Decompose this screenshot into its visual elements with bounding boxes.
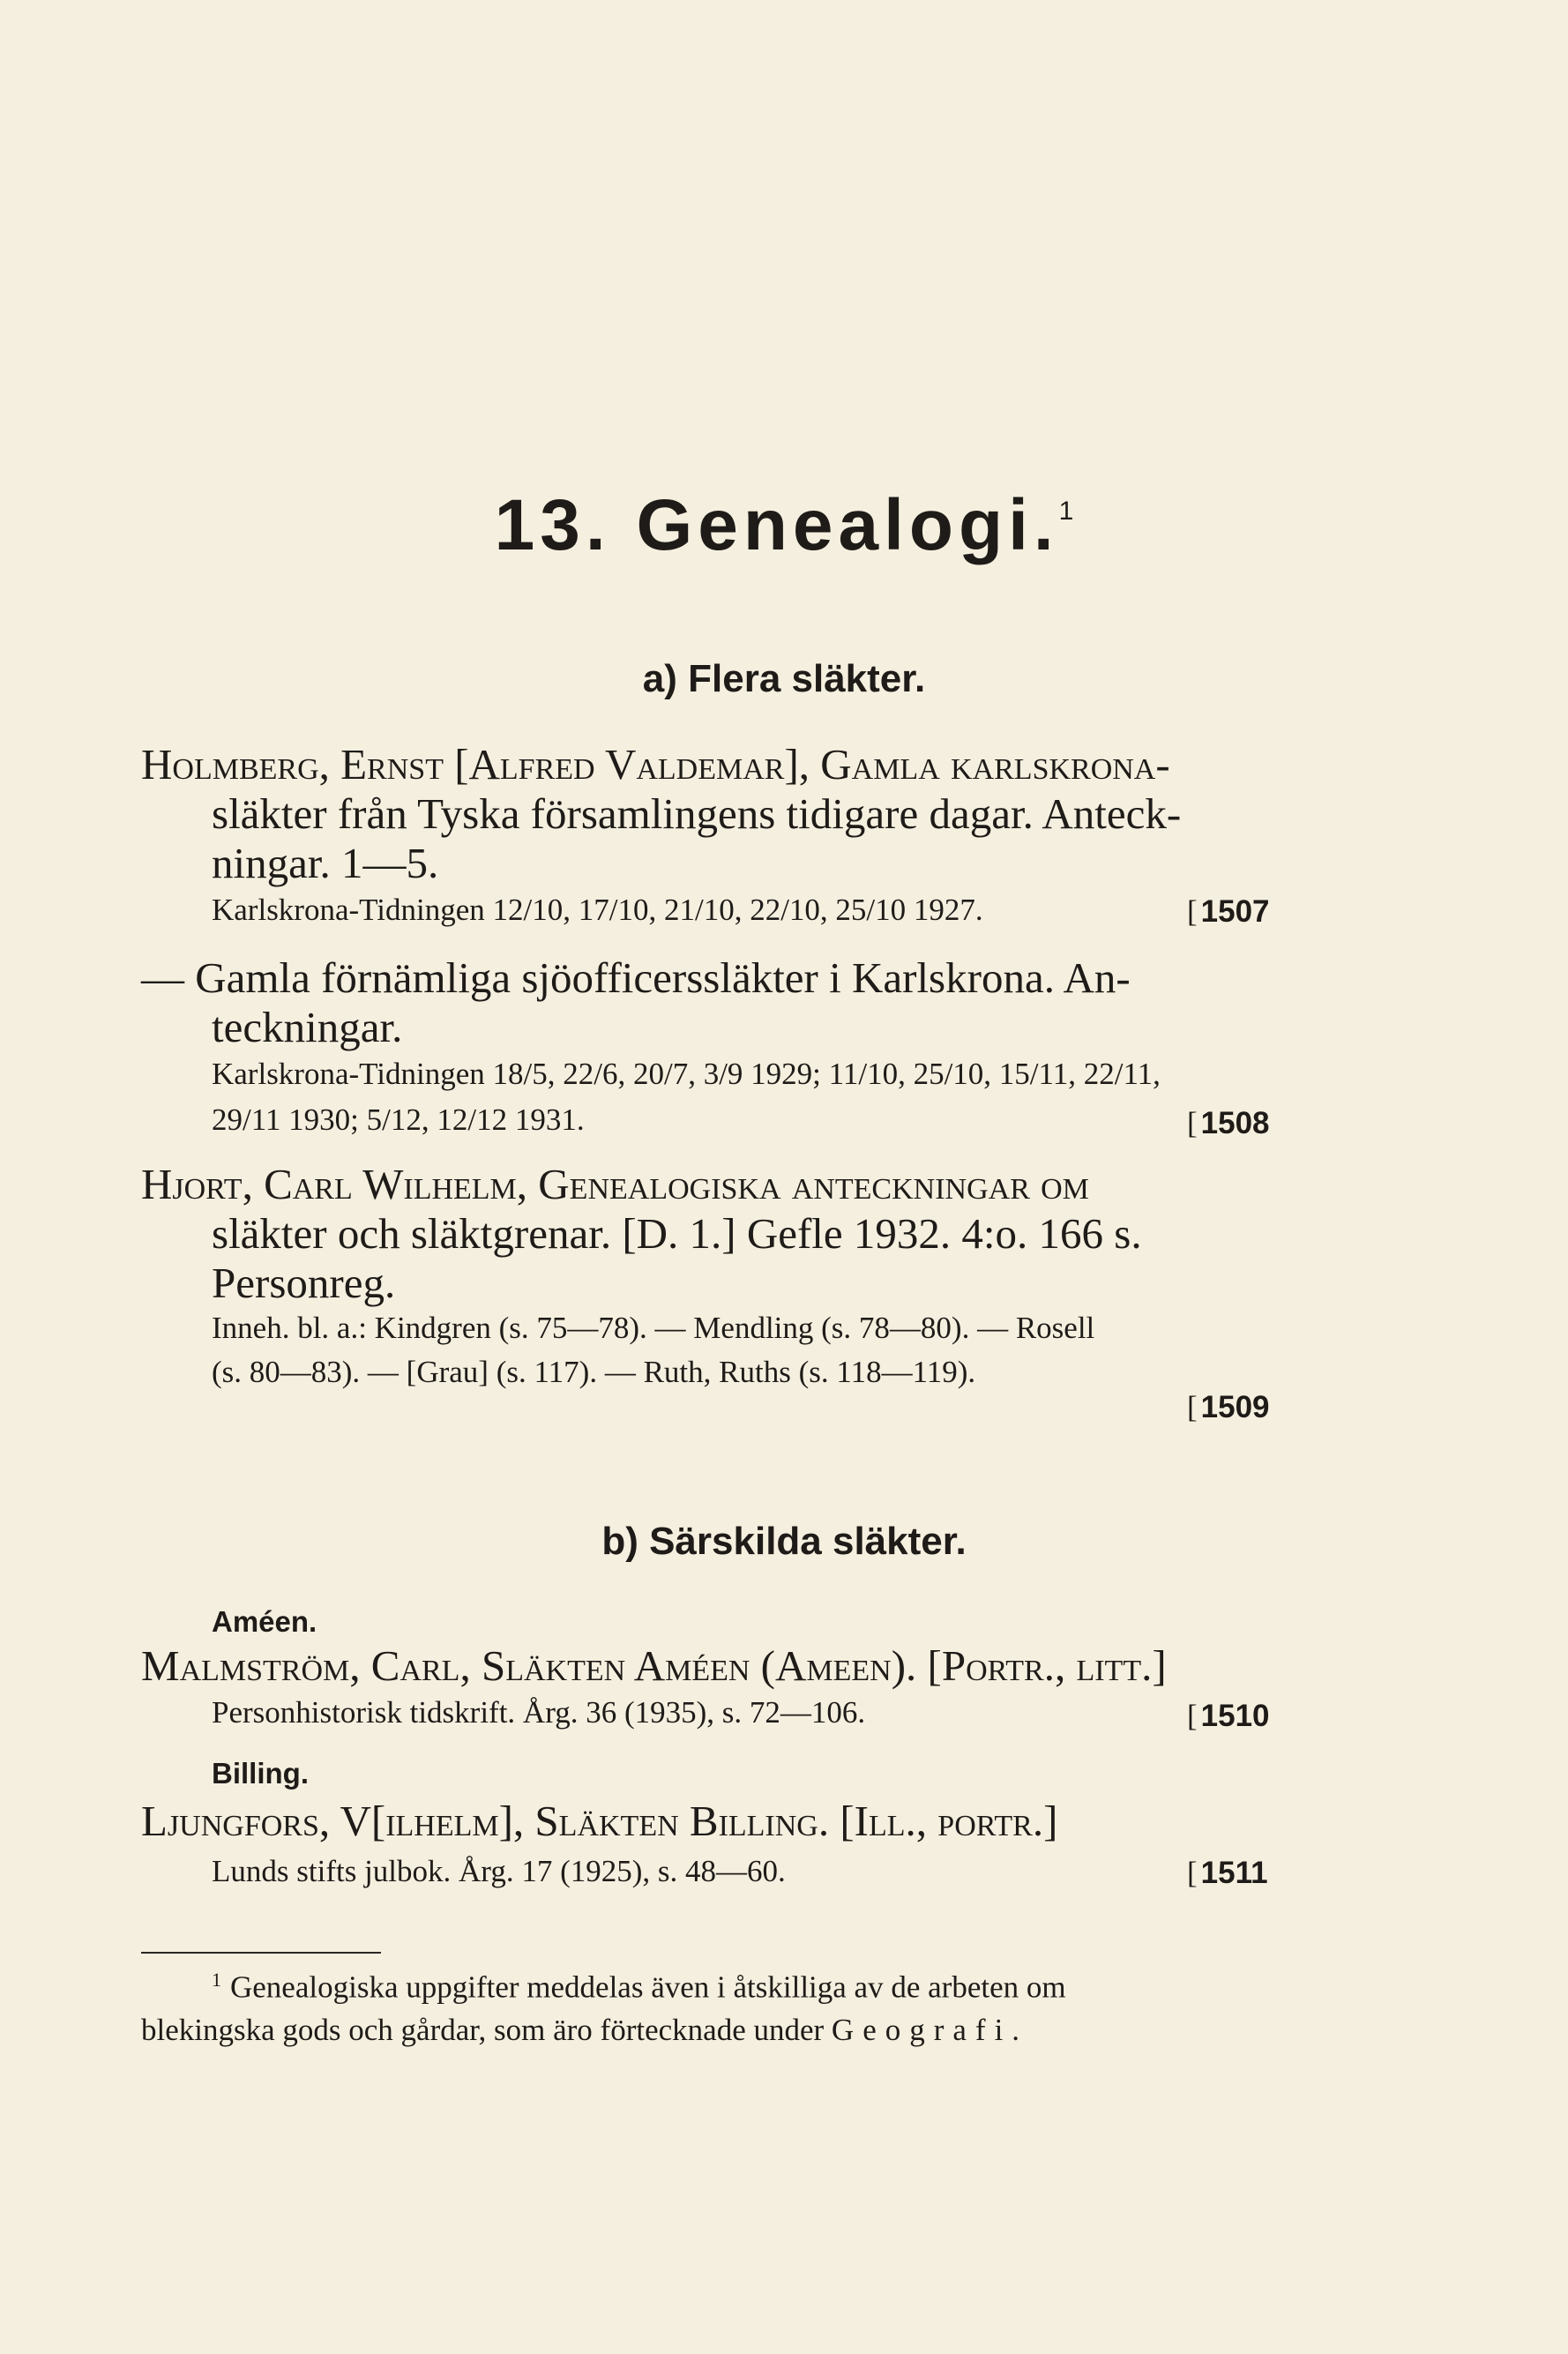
entry-source: 29/11 1930; 5/12, 12/12 1931. [212, 1102, 585, 1137]
entry-number: [ 1508 [1187, 1106, 1270, 1140]
entry-line: — Gamla förnämliga sjöofficerssläkter i Karlskrona. An- [141, 953, 1131, 1002]
entry-number: [ 1509 [1187, 1390, 1270, 1424]
entry-text: Holmberg, Ernst [Alfred Valdemar], Gamla karlskrona- [141, 740, 1170, 788]
entry-source: Personhistorisk tidskrift. Årg. 36 (1935), s. 72—106. [212, 1695, 866, 1730]
entry-number: [ 1507 [1187, 894, 1270, 929]
section-heading-a: a) Flera släkter. [642, 657, 926, 700]
entry-line [141, 740, 1170, 788]
entry-line: Malmström, Carl, Släkten Améen (Ameen). [Portr., litt.] [141, 1641, 1167, 1690]
entry-source: (s. 80—83). — [Grau] (s. 117). — Ruth, Ruths (s. 118—119). [212, 1355, 976, 1389]
footnote-reference: 1 [1058, 497, 1074, 526]
section-heading-b: b) Särskilda släkter. [601, 1520, 967, 1563]
family-name-heading: Améen. [212, 1605, 317, 1638]
entry-number: [ 1511 [1187, 1856, 1268, 1890]
entry-source: Lunds stifts julbok. Årg. 17 (1925), s. 48—60. [212, 1854, 786, 1888]
footnote-line: blekingska gods och gårdar, som äro förtecknade under Geografi. [141, 2013, 1029, 2047]
entry-source: Inneh. bl. a.: Kindgren (s. 75—78). — Mendling (s. 78—80). — Rosell [212, 1311, 1095, 1345]
chapter-title: Genealogi. [636, 485, 1059, 565]
entry-line: släkter från Tyska församlingens tidigare dagar. Anteck- [212, 789, 1182, 838]
entry-line: Personreg. [212, 1259, 396, 1307]
chapter-heading [0, 485, 1568, 565]
entry-line: släkter och släktgrenar. [D. 1.] Gefle 1932. 4:o. 166 s. [212, 1209, 1142, 1258]
entry-line: Ljungfors, V[ilhelm], Släkten Billing. [Ill., portr.] [141, 1797, 1058, 1845]
chapter-number: 13. [494, 485, 611, 565]
entry-number: [ 1510 [1187, 1699, 1270, 1733]
footnote-rule [141, 1952, 381, 1954]
entry-line: teckningar. [212, 1003, 403, 1051]
entry-source: Karlskrona-Tidningen 18/5, 22/6, 20/7, 3/9 1929; 11/10, 25/10, 15/11, 22/11, [212, 1057, 1161, 1091]
family-name-heading: Billing. [212, 1757, 309, 1790]
cross-reference: Geografi. [831, 2013, 1029, 2047]
footnote-line: $^1$ Genealogiska uppgifter meddelas även i åtskilliga av de arbeten om [212, 1969, 1066, 2005]
footnote-marker: 1 [212, 1969, 221, 1991]
entry-line: ningar. 1—5. [212, 839, 439, 887]
entry-source: Karlskrona-Tidningen 12/10, 17/10, 21/10, 22/10, 25/10 1927. [212, 893, 983, 927]
entry-line: Hjort, Carl Wilhelm, Genealogiska anteckningar om [141, 1160, 1089, 1208]
